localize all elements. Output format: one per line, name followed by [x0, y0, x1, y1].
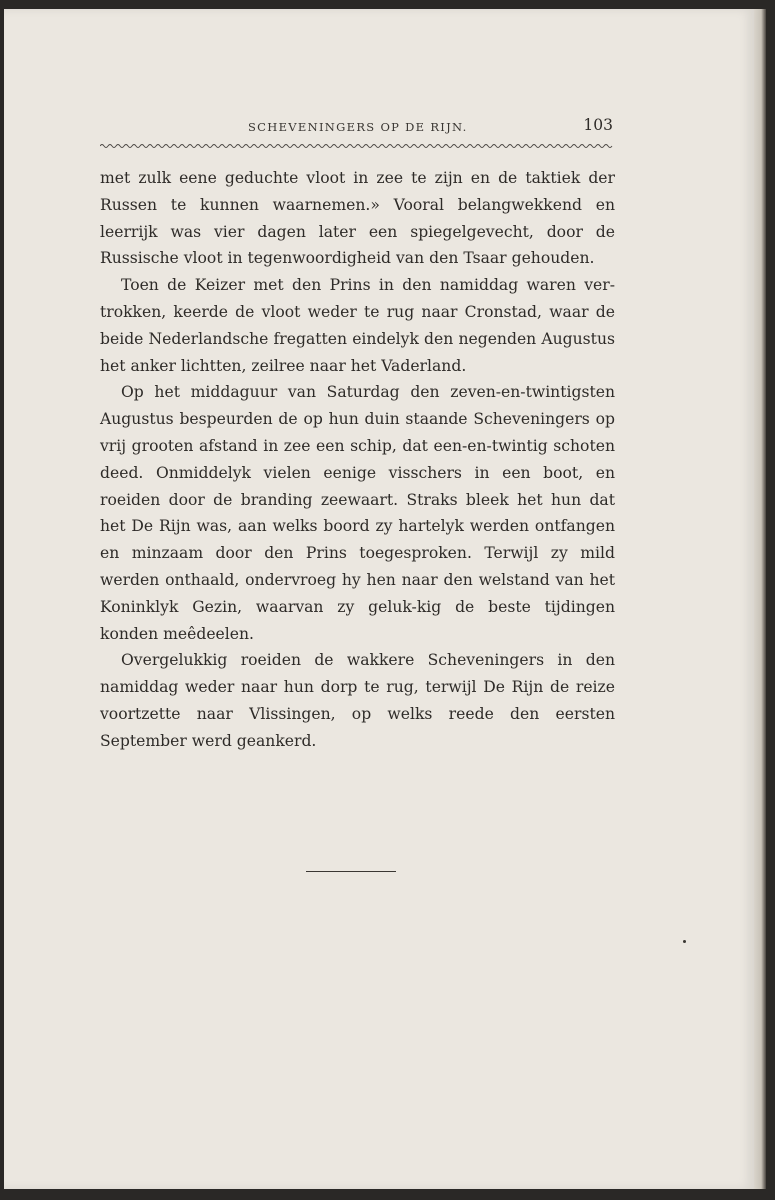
page-number: 103: [583, 116, 613, 134]
page-header: [100, 112, 613, 138]
wavy-rule: [100, 142, 613, 150]
paper-speck: [683, 940, 686, 943]
paragraph: met zulk eene geduchte vloot in zee te zijn en de taktiek der Russen te kunnen waarnemen.» Vooral belangwekkend en leerrijk was vier dagen later een spiegelgevecht, door de Russische vloot in tegenwoordigheid van den Tsaar gehouden.: [100, 169, 615, 268]
paragraph: Overgelukkig roeiden de wakkere Scheveningers in den namiddag weder naar hun dorp te rug, terwijl De Rijn de reize voortzette naar Vlissingen, op welks reede den eersten September werd geankerd.: [100, 651, 615, 750]
chapter-end-rule: [306, 871, 396, 872]
paragraph: Toen de Keizer met den Prins in den namiddag waren ver-trokken, keerde de vloot weder te rug naar Cronstad, waar de beide Nederlandsche fregatten eindelyk den negenden Augustus het anker lichtten, zeilree naar het Vaderland.: [100, 276, 615, 375]
paragraph: Op het middaguur van Saturdag den zeven-en-twintigsten Augustus bespeurden de op hun duin staande Scheveningers op vrij grooten afstand in zee een schip, dat een-en-twintig schoten deed. Onmiddelyk vielen eenige visschers in een boot, en roeiden door de branding zeewaart. Straks bleek het hun dat het De Rijn was, aan welks boord zy hartelyk werden ontfangen en minzaam door den Prins toegesproken. Terwijl zy mild werden onthaald, ondervroeg hy hen naar den welstand van het Koninklyk Gezin, waarvan zy geluk-kig de beste tijdingen konden meêdeelen.: [100, 383, 615, 643]
body-text: [100, 165, 615, 755]
page-edge: [754, 9, 766, 1189]
running-title: SCHEVENINGERS OP DE RIJN.: [248, 120, 468, 134]
